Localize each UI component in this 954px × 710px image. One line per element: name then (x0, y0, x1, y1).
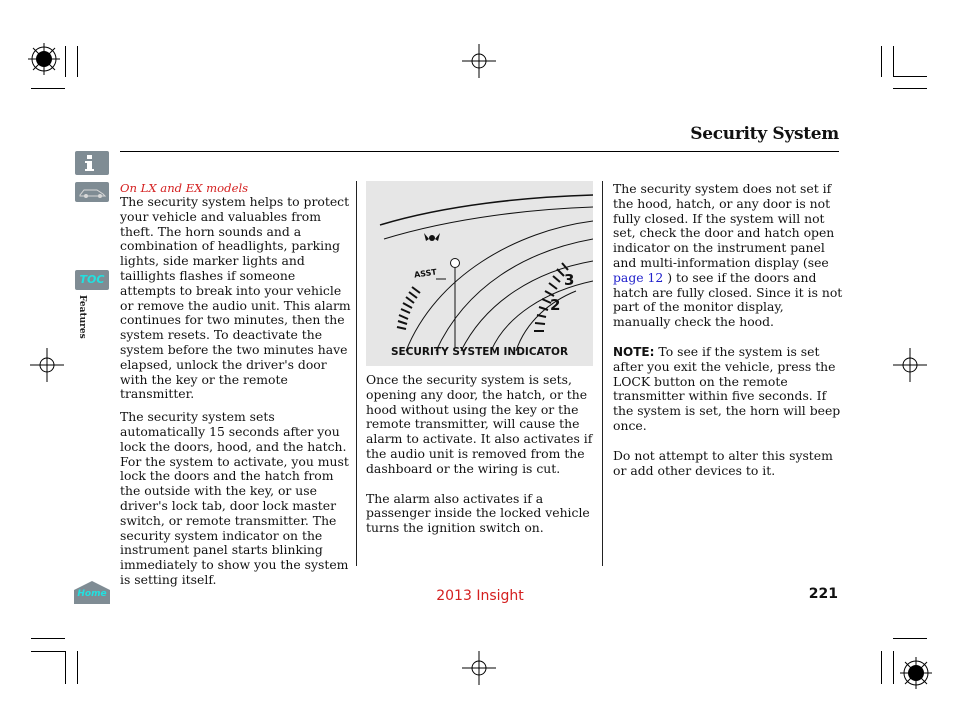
gauge-label-3: 3 (564, 271, 575, 289)
eco-icon (424, 233, 440, 241)
header-rule (120, 151, 839, 152)
section-label: Features (77, 295, 87, 339)
column-3 (613, 182, 843, 486)
info-icon (75, 151, 109, 175)
car-icon (75, 182, 109, 202)
paragraph-text: ) to see if the doors and hatch are fully closed. Since it is not part of the monitor display, manually check the hood. (613, 269, 843, 330)
paragraph: Do not attempt to alter this system or add other devices to it. (613, 447, 833, 478)
toc-button[interactable]: TOC (75, 270, 109, 290)
paragraph: The security system helps to protect your vehicle and valuables from theft. The horn sounds and a combination of headlights, parking lights, side marker lights and taillights flashes if someone attempts to break into your vehicle or remove the audio unit. This alarm continues for two minutes, then the system resets. To deactivate the system before the two minutes have elapsed, unlock the driver's door with the key or the remote transmitter. (120, 194, 351, 402)
note-paragraph (613, 345, 843, 434)
model-year: 2013 Insight (436, 588, 524, 604)
registration-crosshair-icon (893, 348, 927, 382)
column-divider (602, 181, 603, 566)
note-label: NOTE: (613, 344, 655, 359)
paragraph: The alarm also activates if a passenger inside the locked vehicle turns the ignition switch on. (366, 490, 590, 536)
section-title: Security System (690, 124, 839, 144)
paragraph: Once the security system is sets, opening any door, the hatch, or the hood without using the key or the remote transmitter, will cause the alarm to activate. It also activates if the audio unit is removed from the dashboard or the wiring is cut. (366, 372, 593, 476)
column-1 (120, 181, 352, 596)
instrument-panel-illustration (366, 181, 593, 366)
paragraph (613, 182, 843, 330)
page-number: 221 (808, 586, 838, 602)
figure-caption: SECURITY SYSTEM INDICATOR (390, 346, 569, 358)
gauge-label-2: 2 (550, 296, 561, 314)
registration-crosshair-icon (462, 44, 496, 78)
page-link[interactable]: page 12 (613, 269, 664, 285)
model-note: On LX and EX models (120, 181, 249, 195)
home-button[interactable] (74, 581, 110, 604)
column-2 (366, 373, 594, 544)
registration-sunburst-icon (899, 656, 933, 690)
paragraph-text: The security system does not set if the hood, hatch, or any door is not fully closed. If the system will not set, check the door and hatch open indicator on the instrument panel and multi-information display (see (613, 181, 835, 270)
registration-sunburst-icon (27, 42, 61, 76)
registration-crosshair-icon (30, 348, 64, 382)
note-text: To see if the system is set after you exit the vehicle, press the LOCK button on the remote transmitter within five seconds. If the system is set, the horn will beep once. (613, 343, 841, 433)
asst-label: ASST (413, 267, 438, 280)
vehicle-button[interactable] (75, 182, 109, 202)
paragraph: The security system sets automatically 15 seconds after you lock the doors, hood, and the hatch. For the system to activate, you must lock the doors and the hatch from the outside with the key, or use driver's lock tab, door lock master switch, or remote transmitter. The security system indicator on the instrument panel starts blinking immediately to show you the system is setting itself. (120, 409, 349, 587)
figure-security-indicator (366, 181, 593, 366)
section-tab (77, 295, 94, 345)
info-button[interactable] (75, 151, 109, 175)
registration-crosshair-icon (462, 651, 496, 685)
column-divider (356, 181, 357, 566)
home-label: Home (77, 589, 107, 599)
